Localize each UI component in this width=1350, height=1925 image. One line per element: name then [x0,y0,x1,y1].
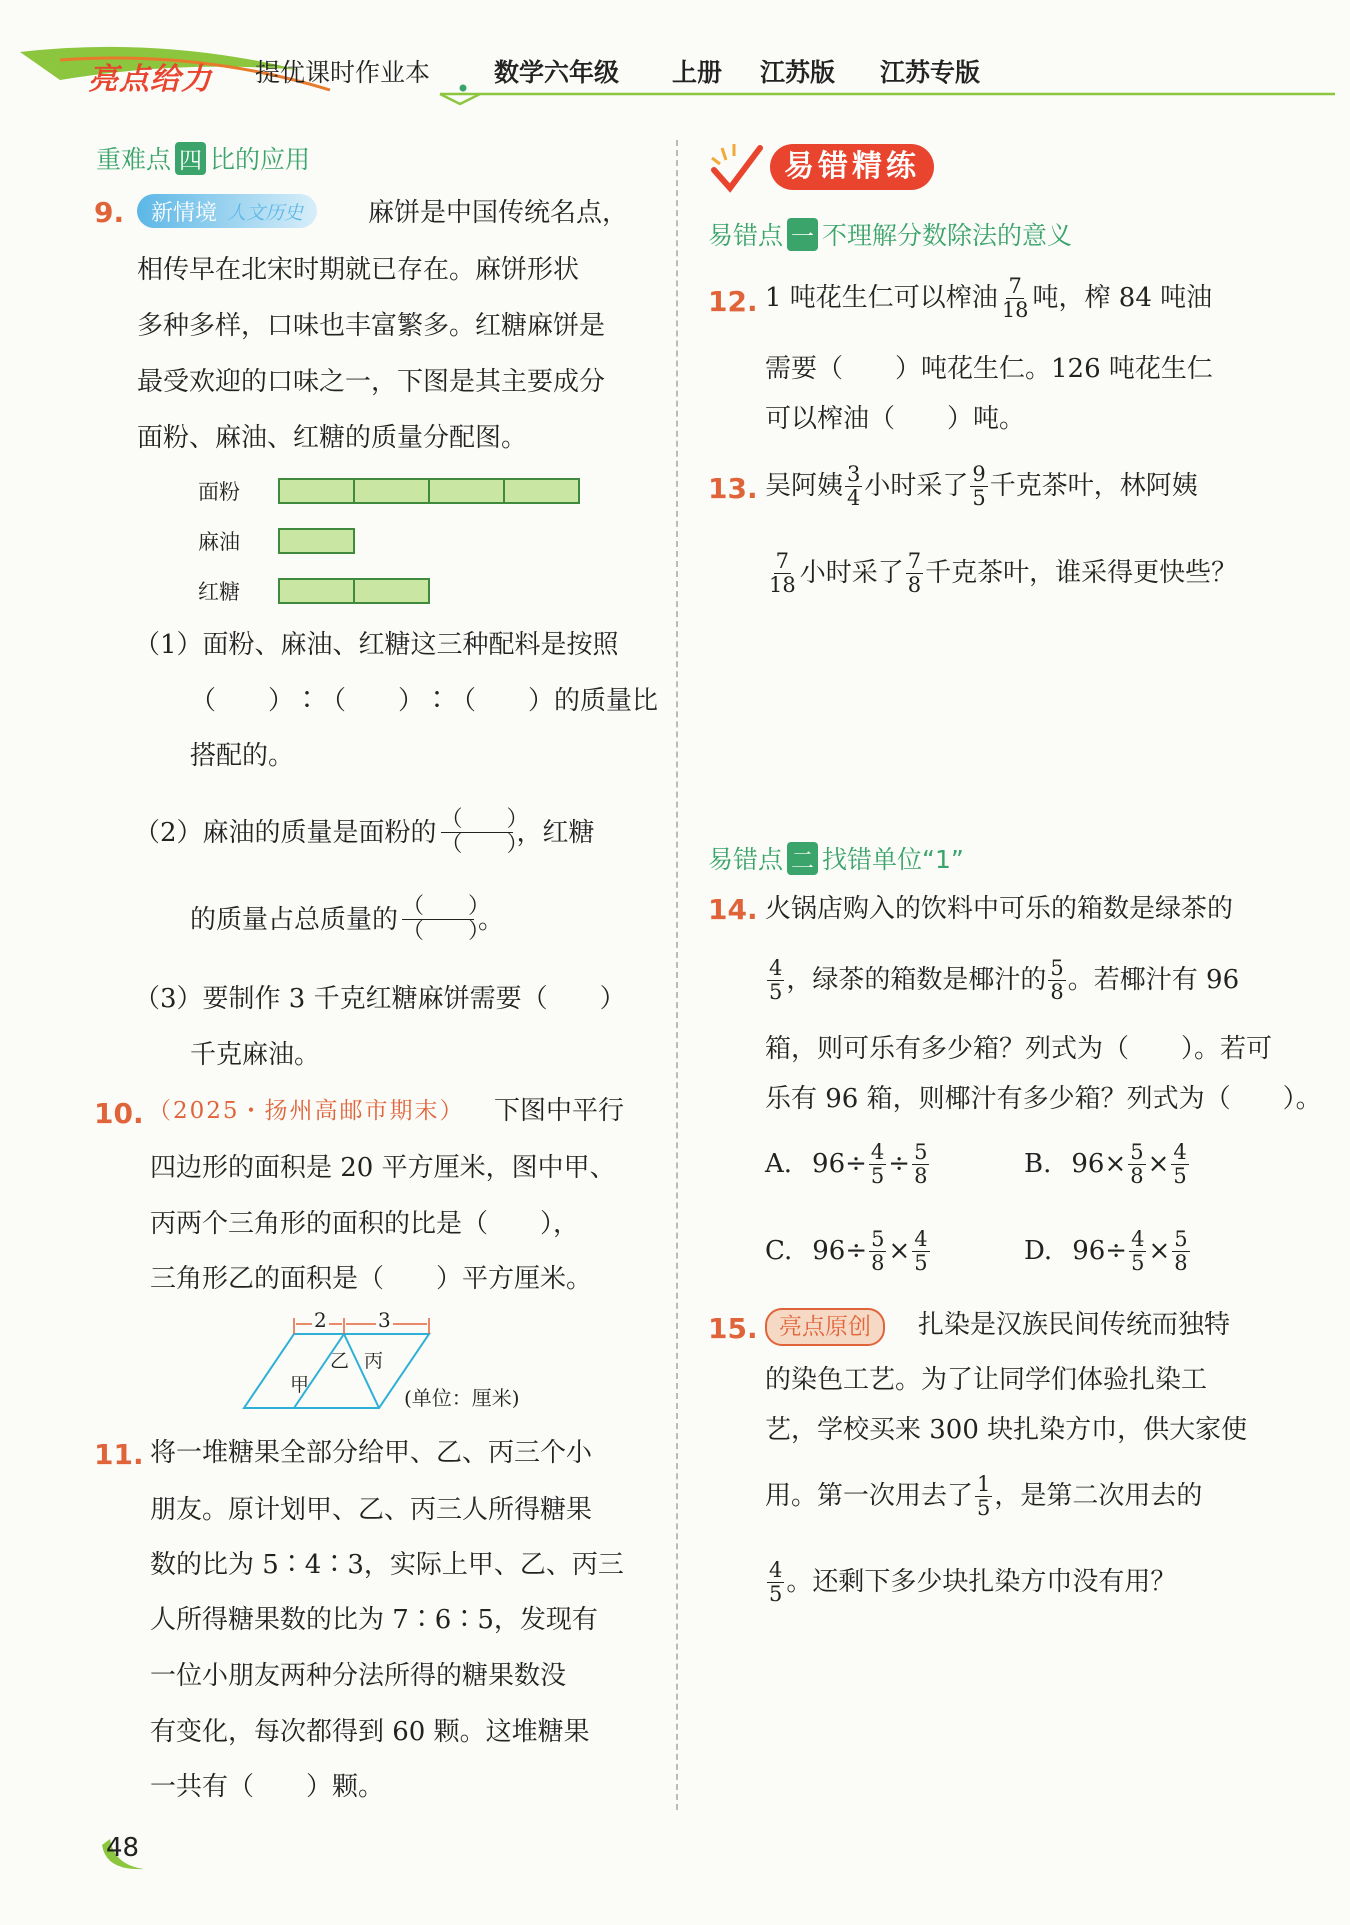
numerator: 4 [1173,1140,1187,1165]
question-9-line-3: 多种多样，口味也丰富繁多。红糖麻饼是 [137,311,606,341]
numerator: 7 [775,549,790,574]
question-15-line-5 [765,1552,1176,1612]
special-edition-label: 江苏专版 [880,58,981,87]
numerator: 7 [907,549,922,574]
question-11-line-2: 朋友。原计划甲、乙、丙三人所得糖果 [150,1495,593,1525]
q13-text-a: 吴阿姨 [765,471,844,501]
numerator-blank[interactable]: （ ） [402,894,491,919]
option-fraction-2 [1172,1228,1189,1273]
option-fraction-2 [912,1141,929,1186]
sugar-bar-2 [353,578,430,604]
question-9-line-5: 面粉、麻油、红糖的质量分配图。 [137,423,528,453]
error-point-name: 找错单位“1” [822,845,964,874]
fraction-7-18 [767,550,798,595]
question-9-line-4: 最受欢迎的口味之一，下图是其主要成分 [137,367,606,397]
question-15-line-3: 艺，学校买来 300 块扎染方巾，供大家使 [765,1415,1248,1445]
question-11-line-5: 一位小朋友两种分法所得的糖果数没 [150,1661,567,1691]
option-b[interactable] [1024,1134,1191,1194]
denominator: 8 [914,1163,928,1188]
question-10-line-1: 下图中平行 [494,1096,625,1126]
question-10-source: （2025・扬州高邮市期末） [148,1098,465,1124]
numerator: 5 [1130,1140,1144,1165]
q13-text-e: 千克茶叶，谁采得更快些？ [925,558,1238,588]
q14-text-b: 。若椰汁有 96 [1067,965,1240,995]
option-expression: 96× [1071,1149,1127,1179]
denominator: 8 [1050,979,1064,1004]
option-label: B. [1024,1149,1052,1179]
question-9-number: 9. [94,196,125,229]
question-14-line-4: 乐有 96 箱，则椰汁有多少箱？列式为（ ）。 [765,1084,1322,1114]
part-2-text-d: 。 [478,904,505,935]
grade-label: 数学六年级 [494,58,620,87]
option-operator: × [1148,1236,1171,1266]
numerator-blank[interactable]: （ ） [440,807,529,832]
section-heading-4 [96,140,310,176]
option-c[interactable] [765,1221,932,1281]
option-operator: ÷ [888,1149,911,1179]
question-10-number: 10. [94,1097,144,1130]
label-sesame-oil: 麻油 [198,530,240,554]
fraction-4-5 [767,1559,784,1604]
error-point-1-heading [708,216,1072,252]
numerator: 1 [977,1472,991,1497]
q13-text-b: 小时采了 [864,471,969,501]
section-number-badge: 四 [175,142,206,175]
question-10-line-2: 四边形的面积是 20 平方厘米，图中甲、 [150,1153,616,1183]
section-label: 重难点 [96,145,172,174]
question-12-line-1 [765,268,1212,328]
question-13-line-2 [765,543,1237,603]
option-expression: 96÷ [812,1236,868,1266]
fraction-1-5 [975,1473,992,1518]
option-label: A. [765,1149,793,1179]
numerator: 7 [1008,274,1022,299]
question-9-part-3-line-2: 千克麻油。 [190,1040,321,1070]
question-11-line-7: 一共有（ ）颗。 [150,1772,385,1802]
banner-title: 易错精练 [770,144,934,190]
page-number: 48 [106,1833,140,1863]
fraction-7-18 [1000,275,1031,320]
denominator: 5 [1173,1163,1187,1188]
edition-label: 江苏版 [760,58,836,87]
numerator: 5 [914,1140,928,1165]
denominator: 4 [847,485,861,510]
flour-bar-1 [278,478,355,504]
option-a[interactable] [765,1134,931,1194]
question-12-line-2: 需要（ ）吨花生仁。126 吨花生仁 [765,354,1213,384]
option-expression: 96÷ [812,1149,867,1179]
checkmark-icon [708,140,768,196]
q15-text-c: 。还剩下多少块扎染方巾没有用？ [786,1567,1177,1597]
denominator: 5 [769,979,783,1004]
question-13-line-1 [765,456,1198,516]
question-11-number: 11. [94,1438,144,1471]
option-fraction-1 [869,1228,886,1273]
part-2-text-a: （2）麻油的质量是面粉的 [134,817,437,848]
question-14-line-2 [765,950,1239,1010]
question-12-number: 12. [708,285,758,318]
denominator: 8 [871,1250,885,1275]
sugar-bar-1 [278,578,355,604]
triangle-jia-label: 甲 [290,1374,310,1396]
option-operator: × [1147,1149,1170,1179]
question-14-number: 14. [708,893,758,926]
numerator: 4 [870,1140,885,1165]
option-d[interactable] [1024,1221,1192,1281]
error-point-label: 易错点 [708,221,784,250]
volume-label: 上册 [672,58,723,87]
header [0,40,1350,110]
question-9-line-2: 相传早在北宋时期就已存在。麻饼形状 [137,255,580,285]
parallelogram-diagram [240,1310,560,1420]
book-subtitle: 提优课时作业本 [255,58,431,87]
question-9-part-1-line-1: （1）面粉、麻油、红糖这三种配料是按照 [134,630,619,660]
denominator: 18 [1001,297,1029,322]
question-11-line-3: 数的比为 5∶4∶3，实际上甲、乙、丙三 [150,1550,624,1580]
question-11-line-1: 将一堆糖果全部分给甲、乙、丙三个小 [150,1438,593,1468]
tag-humanities-history: 人文历史 [227,201,304,224]
numerator: 9 [972,462,986,487]
option-fraction-1 [869,1141,886,1186]
fraction-blank-2[interactable] [402,894,491,945]
question-9-part-3-line-1: （3）要制作 3 千克红糖麻饼需要（ ） [134,984,626,1014]
error-point-number-badge: 二 [787,842,818,875]
option-fraction-2 [912,1228,929,1273]
error-point-name: 不理解分数除法的意义 [822,221,1073,250]
section-name: 比的应用 [210,145,311,174]
q15-text-b: ，是第二次用去的 [994,1481,1203,1511]
numerator: 5 [1174,1227,1188,1252]
denominator: 5 [769,1581,783,1606]
fraction-4-5 [767,957,784,1002]
tag-new-context: 新情境 [151,200,218,226]
unit-note: (单位：厘米) [404,1386,520,1410]
denominator: 5 [972,485,986,510]
option-label: C. [765,1236,793,1266]
option-operator: × [888,1236,911,1266]
denominator-blank[interactable]: （ ） [440,832,529,858]
denominator: 8 [907,572,922,597]
question-15-line-1: 扎染是汉族民间传统而独特 [918,1310,1231,1340]
error-point-number-badge: 一 [787,218,818,251]
numerator: 4 [1131,1227,1145,1252]
denominator: 8 [1174,1250,1188,1275]
option-fraction-1 [1129,1228,1146,1273]
question-14-line-3: 箱，则可乐有多少箱？列式为（ ）。若可 [765,1034,1273,1064]
error-practice-banner [708,140,968,196]
dimension-2: 2 [314,1308,327,1332]
part-2-text-b: ，红糖 [516,817,595,848]
question-15-line-2: 的染色工艺。为了让同学们体验扎染工 [765,1365,1208,1395]
fraction-blank-1[interactable] [440,807,529,858]
question-9-part-2-line-2 [190,895,504,944]
question-13-number: 13. [708,472,758,505]
denominator: 5 [1131,1250,1145,1275]
numerator: 4 [914,1227,928,1252]
question-9-part-2-line-1 [134,808,595,857]
column-divider [676,140,678,1810]
flour-bar-2 [353,478,430,504]
question-15-number: 15. [708,1312,758,1345]
page-number-badge [92,1825,152,1875]
denominator: 18 [769,572,796,597]
q14-text-a: ，绿茶的箱数是椰汁的 [786,965,1047,995]
flour-bar-3 [428,478,505,504]
option-fraction-2 [1171,1141,1188,1186]
option-label: D. [1024,1236,1053,1266]
triangle-yi-label: 乙 [330,1350,350,1372]
denominator: 5 [870,1163,885,1188]
error-point-2-heading [708,840,964,876]
q13-text-d: 小时采了 [799,558,904,588]
q12-text-a: 1 吨花生仁可以榨油 [765,283,998,313]
question-9-part-1-line-3: 搭配的。 [190,741,295,771]
numerator: 5 [1050,956,1064,981]
triangle-bing-label: 丙 [364,1350,384,1372]
fraction-5-8 [1048,957,1065,1002]
dimension-3: 3 [378,1308,391,1332]
q15-text-a: 用。第一次用去了 [765,1481,974,1511]
fraction-3-4 [845,463,862,508]
numerator: 4 [769,956,783,981]
denominator: 8 [1130,1163,1144,1188]
question-14-line-1: 火锅店购入的饮料中可乐的箱数是绿茶的 [765,894,1234,924]
question-9-tag [137,194,317,228]
question-10-line-3: 丙两个三角形的面积的比是（ ）， [150,1209,580,1239]
flour-bar-4 [503,478,580,504]
question-9-part-1-line-2: （ ）∶（ ）∶（ ）的质量比 [190,686,659,716]
error-point-label: 易错点 [708,845,784,874]
part-2-text-c: 的质量占总质量的 [190,904,399,935]
question-12-line-3: 可以榨油（ ）吨。 [765,404,1026,434]
label-flour: 面粉 [198,480,240,504]
denominator-blank[interactable]: （ ） [402,919,491,945]
question-10-line-4: 三角形乙的面积是（ ）平方厘米。 [150,1264,593,1294]
question-15-line-4 [765,1466,1202,1526]
question-9-line-1: 麻饼是中国传统名点， [368,198,629,228]
oil-bar-1 [278,528,355,554]
brand-logo: 亮点给力 [88,62,212,97]
label-brown-sugar: 红糖 [198,580,240,604]
numerator: 3 [847,462,861,487]
numerator: 5 [871,1227,885,1252]
option-expression: 96÷ [1072,1236,1128,1266]
denominator: 5 [914,1250,928,1275]
q12-text-b: 吨，榨 84 吨油 [1032,283,1213,313]
original-tag: 亮点原创 [765,1308,885,1346]
question-11-line-4: 人所得糖果数的比为 7∶6∶5，发现有 [150,1605,598,1635]
q13-text-c: 千克茶叶，林阿姨 [989,471,1198,501]
option-fraction-1 [1128,1141,1145,1186]
fraction-9-5 [970,463,987,508]
numerator: 4 [769,1558,783,1583]
denominator: 5 [977,1495,991,1520]
question-11-line-6: 有变化，每次都得到 60 颗。这堆糖果 [150,1717,590,1747]
fraction-7-8 [906,550,923,595]
